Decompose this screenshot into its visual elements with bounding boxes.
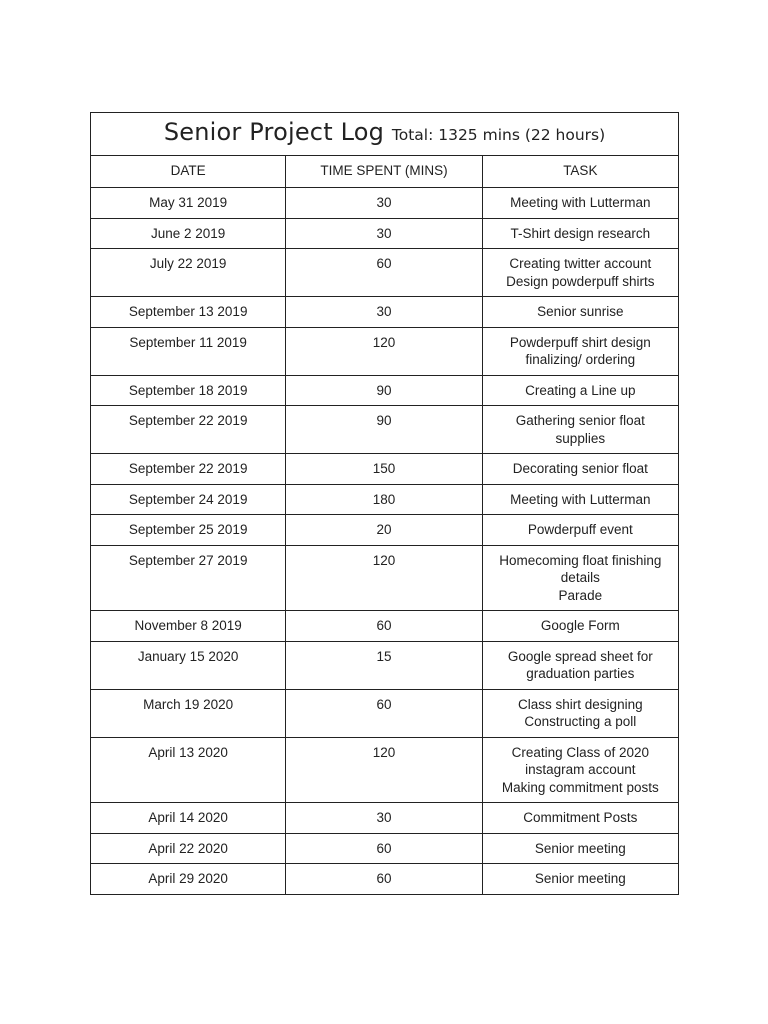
task-line: Making commitment posts [501, 779, 659, 795]
task-line: Gathering senior float [515, 413, 645, 428]
task-cell [482, 188, 678, 219]
table-row [91, 515, 679, 546]
time-cell: 60 [286, 689, 482, 737]
date-cell: March 19 2020 [91, 689, 286, 737]
task-line: Commitment Posts [523, 810, 638, 825]
date-cell: April 14 2020 [91, 803, 286, 834]
time-cell: 30 [286, 218, 482, 249]
task-cell [482, 454, 678, 485]
date-cell: April 22 2020 [91, 833, 286, 864]
table-row [91, 545, 679, 611]
table-row [91, 833, 679, 864]
table-row [91, 611, 679, 642]
log-body [91, 188, 679, 895]
task-line: Creating a Line up [525, 382, 636, 398]
date-cell: September 13 2019 [91, 297, 286, 328]
task-cell [482, 737, 678, 803]
senior-project-log-table [90, 112, 679, 895]
task-cell [482, 515, 678, 546]
task-line: T-Shirt design research [510, 225, 651, 241]
time-cell: 20 [286, 515, 482, 546]
title-cell [91, 113, 679, 156]
time-cell: 120 [286, 737, 482, 803]
table-row [91, 689, 679, 737]
time-cell: 60 [286, 611, 482, 642]
task-line: details [560, 570, 600, 585]
task-line: Google spread sheet for [507, 648, 653, 664]
table-row [91, 188, 679, 219]
task-cell [482, 375, 678, 406]
task-cell [482, 327, 678, 375]
title-row [91, 113, 679, 156]
date-cell: September 27 2019 [91, 545, 286, 611]
date-cell: July 22 2019 [91, 249, 286, 297]
table-row [91, 218, 679, 249]
task-line: instagram account [525, 762, 636, 777]
date-cell: September 22 2019 [91, 454, 286, 485]
task-line: finalizing/ ordering [525, 352, 636, 367]
table-row [91, 454, 679, 485]
task-line: Decorating senior float [512, 461, 648, 476]
task-cell [482, 297, 678, 328]
task-line: Google Form [540, 618, 620, 633]
task-line: Senior sunrise [537, 304, 624, 319]
task-line: Creating twitter account [509, 256, 652, 271]
log-total: Total: 1325 mins (22 hours) [391, 125, 606, 144]
time-cell: 90 [286, 375, 482, 406]
time-cell: 90 [286, 406, 482, 454]
date-cell: September 25 2019 [91, 515, 286, 546]
task-cell [482, 641, 678, 689]
task-line: Meeting with Lutterman [510, 491, 651, 507]
time-cell: 15 [286, 641, 482, 689]
task-cell [482, 218, 678, 249]
date-cell: September 24 2019 [91, 484, 286, 515]
task-line: Senior meeting [534, 871, 626, 886]
table-row [91, 406, 679, 454]
time-cell: 30 [286, 297, 482, 328]
date-cell: September 11 2019 [91, 327, 286, 375]
task-line: Powderpuff event [527, 522, 633, 537]
table-row [91, 249, 679, 297]
date-cell: September 18 2019 [91, 375, 286, 406]
task-cell [482, 864, 678, 895]
time-cell: 150 [286, 454, 482, 485]
task-line: graduation parties [526, 666, 635, 681]
table-row [91, 803, 679, 834]
table-row [91, 327, 679, 375]
date-cell: April 29 2020 [91, 864, 286, 895]
table-row [91, 737, 679, 803]
time-cell: 30 [286, 803, 482, 834]
task-line: Parade [558, 587, 603, 603]
table-row [91, 484, 679, 515]
task-cell [482, 803, 678, 834]
time-cell: 120 [286, 545, 482, 611]
column-header-task: TASK [482, 156, 678, 188]
task-cell [482, 545, 678, 611]
date-cell: June 2 2019 [91, 218, 286, 249]
task-cell [482, 249, 678, 297]
time-cell: 120 [286, 327, 482, 375]
date-cell: May 31 2019 [91, 188, 286, 219]
column-header-time: TIME SPENT (MINS) [286, 156, 482, 188]
task-cell [482, 833, 678, 864]
task-line: Meeting with Lutterman [510, 195, 651, 210]
header-row [91, 156, 679, 188]
date-cell: November 8 2019 [91, 611, 286, 642]
task-line: Senior meeting [534, 840, 626, 856]
time-cell: 60 [286, 864, 482, 895]
task-cell [482, 611, 678, 642]
date-cell: April 13 2020 [91, 737, 286, 803]
date-cell: September 22 2019 [91, 406, 286, 454]
task-line: Constructing a poll [524, 714, 637, 729]
table-row [91, 641, 679, 689]
task-line: Creating Class of 2020 [511, 744, 649, 760]
task-cell [482, 689, 678, 737]
task-line: Homecoming float finishing [499, 552, 662, 568]
table-row [91, 375, 679, 406]
time-cell: 30 [286, 188, 482, 219]
table-row [91, 864, 679, 895]
column-header-date: DATE [91, 156, 286, 188]
task-line: Class shirt designing [518, 696, 643, 712]
task-cell [482, 406, 678, 454]
time-cell: 60 [286, 833, 482, 864]
time-cell: 60 [286, 249, 482, 297]
task-line: supplies [555, 430, 606, 446]
task-line: Powderpuff shirt design [509, 334, 651, 350]
log-title: Senior Project Log [163, 117, 385, 146]
table-row [91, 297, 679, 328]
time-cell: 180 [286, 484, 482, 515]
date-cell: January 15 2020 [91, 641, 286, 689]
task-line: Design powderpuff shirts [506, 273, 655, 289]
task-cell [482, 484, 678, 515]
